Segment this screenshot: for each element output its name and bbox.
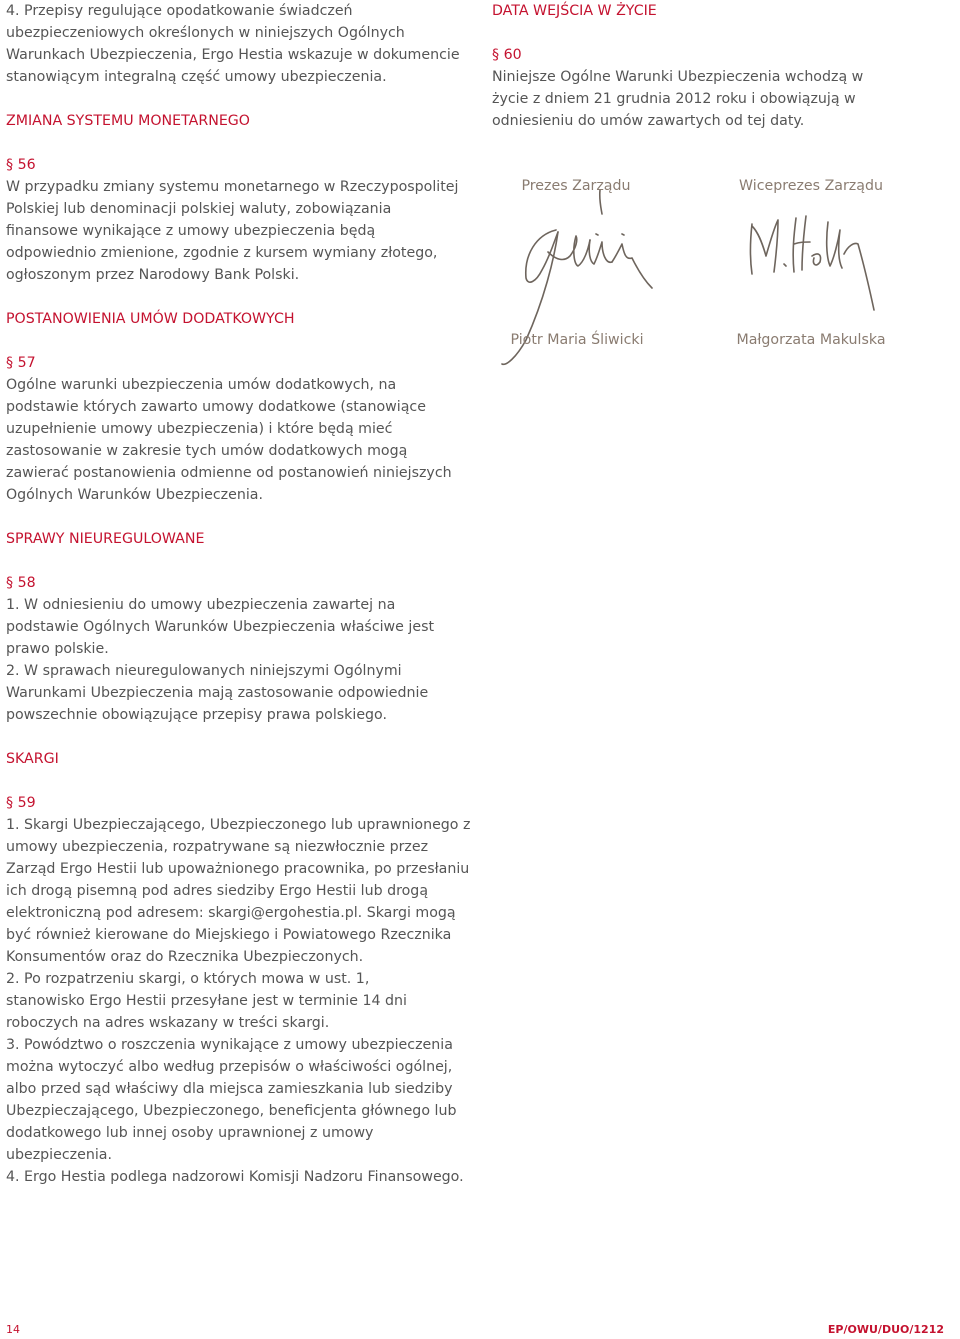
- paragraph-60-text: Niniejsze Ogólne Warunki Ubezpieczenia wchodzą w życie z dniem 21 grudnia 2012 roku i obowiązują w odniesieniu do umów zawartych od tej daty.: [492, 69, 864, 129]
- paragraph-number-60: § 60: [492, 47, 522, 63]
- section-heading-unregulated: SPRAWY NIEUREGULOWANE: [6, 531, 205, 547]
- left-column: [6, 0, 478, 1188]
- paragraph-58-item-2: 2. W sprawach nieuregulowanych niniejszymi Ogólnymi Warunkami Ubezpieczenia mają zastosowanie odpowiednie powszechnie obowiązujące przepisy prawa polskiego.: [6, 663, 429, 723]
- intro-item: 4. Przepisy regulujące opodatkowanie świadczeń ubezpieczeniowych określonych w niniejszych Ogólnych Warunkach Ubezpieczenia, Ergo Hestia wskazuje w dokumencie stanowiącym integralną część umowy ubezpieczenia.: [6, 3, 460, 85]
- section-heading-monetary: ZMIANA SYSTEMU MONETARNEGO: [6, 113, 250, 129]
- paragraph-number-57: § 57: [6, 355, 36, 371]
- paragraph-59-item-2: 2. Po rozpatrzeniu skargi, o których mowa w ust. 1, stanowisko Ergo Hestii przesyłane jest w terminie 14 dni roboczych na adres wskazany w treści skargi.: [6, 971, 407, 1031]
- signature-name-vice-president: Małgorzata Makulska: [736, 332, 886, 348]
- signature-name-president: Piotr Maria Śliwicki: [510, 332, 644, 348]
- paragraph-59-item-3: 3. Powództwo o roszczenia wynikające z umowy ubezpieczenia można wytoczyć albo według przepisów o właściwości ogólnej, albo przed sąd właściwy dla miejsca zamieszkania lub siedziby Ubezpieczającego, Ubezpieczonego, beneficjenta głównego lub dodatkowego lub innej osoby uprawnionej z umowy ubezpieczenia.: [6, 1037, 457, 1163]
- paragraph-58-item-1: 1. W odniesieniu do umowy ubezpieczenia zawartej na podstawie Ogólnych Warunków Ubezpieczenia właściwe jest prawo polskie.: [6, 597, 435, 657]
- section-heading-complaints: SKARGI: [6, 751, 59, 767]
- paragraph-56-text: W przypadku zmiany systemu monetarnego w Rzeczypospolitej Polskiej lub denominacji polskiej waluty, zobowiązania finansowe wynikające z umowy ubezpieczenia będą odpowiednio zmienione, zgodnie z kursem wymiany złotego, ogłoszonym przez Narodowy Bank Polski.: [6, 179, 459, 283]
- signature-title-president: Prezes Zarządu: [521, 178, 631, 194]
- paragraph-57-text: Ogólne warunki ubezpieczenia umów dodatkowych, na podstawie których zawarto umowy dodatkowe (stanowiące uzupełnienie umowy ubezpieczenia) i które będą mieć zastosowanie w zakresie tych umów dodatkowych mogą zawierać postanowienia odmienne od postanowień niniejszych Ogólnych Warunków Ubezpieczenia.: [6, 377, 452, 503]
- paragraph-59-item-4: 4. Ergo Hestia podlega nadzorowi Komisji Nadzoru Finansowego.: [6, 1169, 464, 1185]
- right-column: [492, 0, 952, 132]
- signature-vice-president-image: [744, 212, 884, 322]
- paragraph-number-58: § 58: [6, 575, 36, 591]
- document-code: EP/OWU/DUO/1212: [827, 1323, 944, 1336]
- page-number: 14: [6, 1323, 20, 1336]
- signature-title-vice-president: Wiceprezes Zarządu: [739, 178, 883, 194]
- section-heading-effective-date: DATA WEJŚCIA W ŻYCIE: [492, 3, 657, 19]
- paragraph-number-59: § 59: [6, 795, 36, 811]
- section-heading-additional-contracts: POSTANOWIENIA UMÓW DODATKOWYCH: [6, 311, 295, 327]
- paragraph-59-item-1: 1. Skargi Ubezpieczającego, Ubezpieczonego lub uprawnionego z umowy ubezpieczenia, rozpatrywane są niezwłocznie przez Zarząd Ergo Hestii lub upoważnionego pracownika, po przesłaniu ich drogą pisemną pod adres siedziby Ergo Hestii lub drogą elektroniczną pod adresem: skargi@ergohestia.pl. Skargi mogą być również kierowane do Miejskiego i Powiatowego Rzecznika Konsumentów oraz do Rzecznika Ubezpieczonych.: [6, 817, 471, 965]
- paragraph-number-56: § 56: [6, 157, 36, 173]
